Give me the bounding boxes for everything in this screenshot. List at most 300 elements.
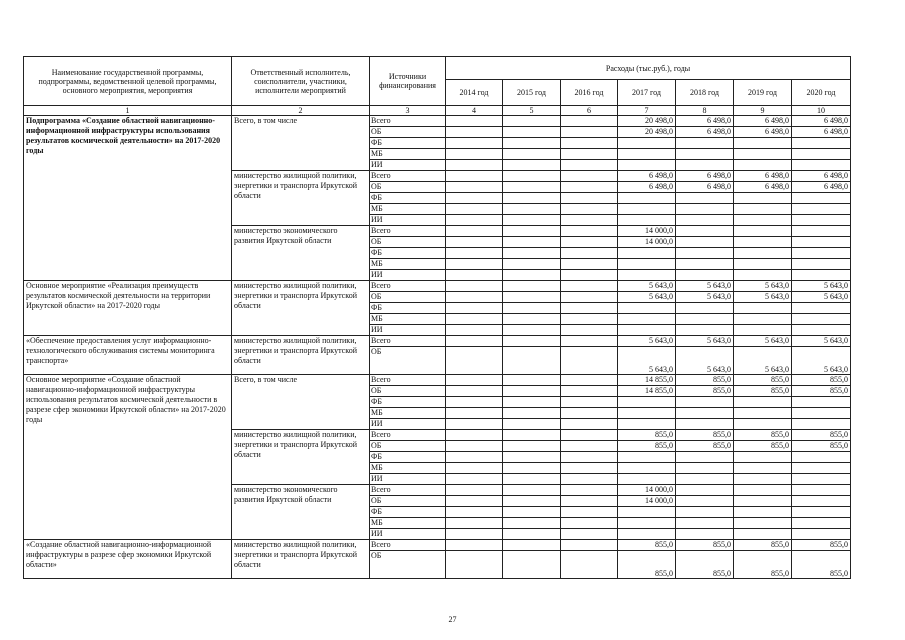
amount-cell: [561, 336, 618, 347]
funding-source: ОБ: [370, 441, 446, 452]
amount-cell: [446, 138, 503, 149]
amount-cell: 6 498,0: [792, 127, 851, 138]
amount-cell: [618, 259, 676, 270]
funding-source: МБ: [370, 259, 446, 270]
amount-cell: [792, 452, 851, 463]
funding-source: ФБ: [370, 303, 446, 314]
column-number: 9: [734, 106, 792, 116]
activity-name: «Создание областной навигационно-информационной инфраструктуры в разрезе сфер экономики Иркутской области»: [24, 540, 232, 579]
table-row: [24, 116, 851, 127]
amount-cell: [561, 551, 618, 579]
amount-cell: 855,0: [734, 441, 792, 452]
amount-cell: [734, 452, 792, 463]
amount-cell: 20 498,0: [618, 116, 676, 127]
amount-cell: [446, 226, 503, 237]
column-number: 6: [561, 106, 618, 116]
amount-cell: [734, 226, 792, 237]
activity-name: Основное мероприятие «Создание областной навигационно-информационной инфраструктуры использования результатов космической деятельности в разрезе сфер экономики Иркутской области» на 2017-2020 годы: [24, 375, 232, 540]
amount-cell: [618, 529, 676, 540]
amount-cell: 5 643,0: [618, 336, 676, 347]
amount-cell: [446, 215, 503, 226]
amount-cell: [676, 237, 734, 248]
amount-cell: [503, 314, 561, 325]
amount-cell: [676, 314, 734, 325]
amount-cell: [734, 518, 792, 529]
amount-cell: 855,0: [792, 386, 851, 397]
funding-source: ИИ: [370, 474, 446, 485]
amount-cell: [561, 270, 618, 281]
amount-cell: [676, 474, 734, 485]
amount-cell: 6 498,0: [676, 116, 734, 127]
amount-cell: [446, 347, 503, 375]
activity-name: «Обеспечение предоставления услуг информационно-технологического обслуживания системы мониторинга транспорта»: [24, 336, 232, 375]
amount-cell: 5 643,0: [618, 292, 676, 303]
amount-cell: [503, 430, 561, 441]
year-header: 2020 год: [792, 80, 851, 106]
amount-cell: [446, 325, 503, 336]
amount-cell: [503, 303, 561, 314]
funding-source: МБ: [370, 149, 446, 160]
amount-cell: [503, 441, 561, 452]
amount-cell: 5 643,0: [676, 336, 734, 347]
amount-cell: [561, 408, 618, 419]
amount-cell: 855,0: [792, 551, 851, 579]
amount-cell: [561, 507, 618, 518]
amount-cell: [734, 248, 792, 259]
amount-cell: [561, 171, 618, 182]
amount-cell: [561, 375, 618, 386]
amount-cell: [446, 474, 503, 485]
amount-cell: [792, 485, 851, 496]
amount-cell: [561, 463, 618, 474]
amount-cell: [503, 182, 561, 193]
amount-cell: [446, 485, 503, 496]
amount-cell: [792, 397, 851, 408]
amount-cell: [446, 518, 503, 529]
amount-cell: [561, 485, 618, 496]
amount-cell: [446, 193, 503, 204]
amount-cell: 5 643,0: [734, 292, 792, 303]
amount-cell: 855,0: [618, 551, 676, 579]
amount-cell: [676, 529, 734, 540]
amount-cell: 855,0: [734, 551, 792, 579]
executor-name: министерство жилищной политики, энергетики и транспорта Иркутской области: [232, 336, 370, 375]
amount-cell: 6 498,0: [792, 171, 851, 182]
amount-cell: 20 498,0: [618, 127, 676, 138]
amount-cell: [503, 496, 561, 507]
amount-cell: 14 000,0: [618, 496, 676, 507]
funding-source: ФБ: [370, 397, 446, 408]
amount-cell: 855,0: [734, 375, 792, 386]
funding-source: ФБ: [370, 248, 446, 259]
amount-cell: [792, 160, 851, 171]
amount-cell: [446, 430, 503, 441]
amount-cell: [446, 496, 503, 507]
amount-cell: [734, 303, 792, 314]
amount-cell: [734, 408, 792, 419]
funding-source: Всего: [370, 226, 446, 237]
amount-cell: [446, 551, 503, 579]
amount-cell: [618, 408, 676, 419]
amount-cell: [676, 270, 734, 281]
column-number: 7: [618, 106, 676, 116]
funding-source: ОБ: [370, 551, 446, 579]
executor-name: министерство жилищной политики, энергетики и транспорта Иркутской области: [232, 540, 370, 579]
amount-cell: 6 498,0: [676, 127, 734, 138]
amount-cell: [792, 259, 851, 270]
amount-cell: [676, 496, 734, 507]
funding-source: ОБ: [370, 182, 446, 193]
amount-cell: [503, 386, 561, 397]
amount-cell: [561, 430, 618, 441]
amount-cell: 14 855,0: [618, 375, 676, 386]
amount-cell: [792, 408, 851, 419]
header-executor: Ответственный исполнитель, соисполнители, участники, исполнители мероприятий: [232, 57, 370, 106]
amount-cell: [446, 248, 503, 259]
amount-cell: [561, 303, 618, 314]
funding-source: ОБ: [370, 292, 446, 303]
header-source: Источники финансирования: [370, 57, 446, 106]
amount-cell: [618, 204, 676, 215]
amount-cell: [446, 171, 503, 182]
year-header: 2019 год: [734, 80, 792, 106]
amount-cell: [734, 507, 792, 518]
amount-cell: 5 643,0: [792, 281, 851, 292]
amount-cell: [618, 325, 676, 336]
executor-name: Всего, в том числе: [232, 116, 370, 171]
amount-cell: [561, 325, 618, 336]
amount-cell: [676, 193, 734, 204]
amount-cell: 855,0: [676, 540, 734, 551]
year-header: 2018 год: [676, 80, 734, 106]
amount-cell: [734, 160, 792, 171]
amount-cell: [446, 397, 503, 408]
amount-cell: [676, 204, 734, 215]
amount-cell: 14 000,0: [618, 237, 676, 248]
amount-cell: 6 498,0: [676, 171, 734, 182]
finance-table: [23, 56, 851, 579]
amount-cell: [561, 419, 618, 430]
amount-cell: [503, 397, 561, 408]
amount-cell: [792, 474, 851, 485]
amount-cell: [561, 160, 618, 171]
amount-cell: 5 643,0: [676, 281, 734, 292]
executor-name: министерство жилищной политики, энергетики и транспорта Иркутской области: [232, 281, 370, 336]
amount-cell: [676, 408, 734, 419]
amount-cell: [561, 314, 618, 325]
amount-cell: [792, 226, 851, 237]
amount-cell: 6 498,0: [734, 116, 792, 127]
amount-cell: [503, 452, 561, 463]
amount-cell: 5 643,0: [792, 336, 851, 347]
amount-cell: [561, 149, 618, 160]
amount-cell: [503, 325, 561, 336]
amount-cell: [561, 540, 618, 551]
executor-name: Всего, в том числе: [232, 375, 370, 430]
amount-cell: [446, 386, 503, 397]
amount-cell: [618, 193, 676, 204]
amount-cell: [618, 149, 676, 160]
column-number: 4: [446, 106, 503, 116]
amount-cell: 855,0: [792, 375, 851, 386]
amount-cell: 855,0: [792, 430, 851, 441]
amount-cell: [561, 397, 618, 408]
funding-source: Всего: [370, 375, 446, 386]
amount-cell: [618, 518, 676, 529]
amount-cell: [734, 485, 792, 496]
amount-cell: [792, 303, 851, 314]
amount-cell: [734, 397, 792, 408]
amount-cell: [561, 138, 618, 149]
funding-source: ИИ: [370, 215, 446, 226]
amount-cell: [618, 397, 676, 408]
amount-cell: [618, 419, 676, 430]
amount-cell: [446, 259, 503, 270]
amount-cell: [734, 496, 792, 507]
amount-cell: [503, 226, 561, 237]
amount-cell: [676, 419, 734, 430]
funding-source: ОБ: [370, 127, 446, 138]
amount-cell: [503, 419, 561, 430]
amount-cell: [792, 237, 851, 248]
amount-cell: [446, 303, 503, 314]
amount-cell: [503, 171, 561, 182]
amount-cell: [503, 292, 561, 303]
funding-source: Всего: [370, 336, 446, 347]
amount-cell: 5 643,0: [734, 347, 792, 375]
amount-cell: [618, 303, 676, 314]
amount-cell: [561, 127, 618, 138]
amount-cell: 5 643,0: [734, 281, 792, 292]
amount-cell: [676, 149, 734, 160]
amount-cell: [446, 507, 503, 518]
amount-cell: [446, 270, 503, 281]
amount-cell: 5 643,0: [676, 292, 734, 303]
amount-cell: [446, 529, 503, 540]
amount-cell: [503, 485, 561, 496]
amount-cell: [734, 419, 792, 430]
amount-cell: 855,0: [618, 441, 676, 452]
amount-cell: [676, 518, 734, 529]
amount-cell: [734, 138, 792, 149]
amount-cell: [734, 193, 792, 204]
amount-cell: [503, 127, 561, 138]
year-header: 2015 год: [503, 80, 561, 106]
amount-cell: 6 498,0: [792, 116, 851, 127]
amount-cell: [676, 259, 734, 270]
amount-cell: [676, 507, 734, 518]
funding-source: ФБ: [370, 193, 446, 204]
funding-source: ОБ: [370, 386, 446, 397]
amount-cell: [446, 540, 503, 551]
amount-cell: [503, 160, 561, 171]
amount-cell: 6 498,0: [618, 182, 676, 193]
amount-cell: [734, 237, 792, 248]
amount-cell: 855,0: [676, 441, 734, 452]
amount-cell: [734, 149, 792, 160]
amount-cell: [503, 463, 561, 474]
amount-cell: [561, 347, 618, 375]
amount-cell: [446, 237, 503, 248]
amount-cell: [446, 292, 503, 303]
amount-cell: 6 498,0: [734, 127, 792, 138]
funding-source: Всего: [370, 485, 446, 496]
amount-cell: [561, 116, 618, 127]
amount-cell: 5 643,0: [792, 292, 851, 303]
funding-source: ИИ: [370, 419, 446, 430]
amount-cell: [446, 419, 503, 430]
amount-cell: [503, 540, 561, 551]
amount-cell: [734, 474, 792, 485]
amount-cell: [446, 204, 503, 215]
amount-cell: 6 498,0: [734, 182, 792, 193]
funding-source: ОБ: [370, 347, 446, 375]
amount-cell: [734, 529, 792, 540]
amount-cell: [446, 160, 503, 171]
amount-cell: 14 000,0: [618, 226, 676, 237]
table-row: [24, 540, 851, 551]
amount-cell: 5 643,0: [792, 347, 851, 375]
amount-cell: [503, 248, 561, 259]
table-row: [24, 281, 851, 292]
executor-name: министерство жилищной политики, энергетики и транспорта Иркутской области: [232, 430, 370, 485]
funding-source: Всего: [370, 281, 446, 292]
funding-source: ФБ: [370, 507, 446, 518]
amount-cell: [561, 182, 618, 193]
amount-cell: [503, 204, 561, 215]
amount-cell: [676, 463, 734, 474]
amount-cell: [503, 215, 561, 226]
amount-cell: 5 643,0: [618, 347, 676, 375]
funding-source: Всего: [370, 540, 446, 551]
amount-cell: [618, 270, 676, 281]
amount-cell: [446, 375, 503, 386]
amount-cell: [734, 463, 792, 474]
amount-cell: [792, 529, 851, 540]
amount-cell: 6 498,0: [618, 171, 676, 182]
amount-cell: [676, 160, 734, 171]
amount-cell: [561, 204, 618, 215]
amount-cell: [618, 248, 676, 259]
amount-cell: [734, 259, 792, 270]
amount-cell: 855,0: [618, 540, 676, 551]
funding-source: МБ: [370, 463, 446, 474]
amount-cell: [561, 386, 618, 397]
amount-cell: [561, 193, 618, 204]
amount-cell: [676, 226, 734, 237]
amount-cell: 5 643,0: [618, 281, 676, 292]
amount-cell: 855,0: [734, 386, 792, 397]
amount-cell: [792, 314, 851, 325]
amount-cell: 14 000,0: [618, 485, 676, 496]
amount-cell: 855,0: [676, 375, 734, 386]
amount-cell: 855,0: [792, 441, 851, 452]
header-name: Наименование государственной программы, подпрограммы, ведомственной целевой программы, основного мероприятия, мероприятия: [24, 57, 232, 106]
amount-cell: [561, 215, 618, 226]
column-number: 3: [370, 106, 446, 116]
executor-name: министерство экономического развития Иркутской области: [232, 226, 370, 281]
amount-cell: [734, 204, 792, 215]
amount-cell: [618, 215, 676, 226]
amount-cell: [561, 474, 618, 485]
amount-cell: [792, 215, 851, 226]
table-row: [24, 336, 851, 347]
amount-cell: [792, 507, 851, 518]
amount-cell: [561, 281, 618, 292]
amount-cell: [446, 116, 503, 127]
column-number: 1: [24, 106, 232, 116]
amount-cell: [446, 281, 503, 292]
activity-name: Подпрограмма «Создание областной навигационно-информационной инфраструктуры использования результатов космической деятельности» на 2017-2020 годы: [24, 116, 232, 281]
finance-table-sheet: [23, 56, 850, 599]
funding-source: Всего: [370, 116, 446, 127]
amount-cell: [618, 463, 676, 474]
amount-cell: [503, 259, 561, 270]
amount-cell: [561, 226, 618, 237]
amount-cell: [503, 375, 561, 386]
funding-source: Всего: [370, 430, 446, 441]
amount-cell: [503, 518, 561, 529]
amount-cell: 855,0: [676, 430, 734, 441]
amount-cell: [503, 529, 561, 540]
amount-cell: [618, 314, 676, 325]
amount-cell: [792, 270, 851, 281]
executor-name: министерство жилищной политики, энергетики и транспорта Иркутской области: [232, 171, 370, 226]
amount-cell: [676, 215, 734, 226]
amount-cell: [503, 149, 561, 160]
page-number: 27: [448, 615, 457, 624]
amount-cell: 855,0: [734, 540, 792, 551]
activity-name: Основное мероприятие «Реализация преимуществ результатов космической деятельности на территории Иркутской области» на 2017-2020 годы: [24, 281, 232, 336]
amount-cell: 855,0: [676, 386, 734, 397]
amount-cell: [561, 248, 618, 259]
amount-cell: [561, 292, 618, 303]
amount-cell: [446, 127, 503, 138]
amount-cell: [676, 325, 734, 336]
amount-cell: [561, 441, 618, 452]
amount-cell: 6 498,0: [734, 171, 792, 182]
amount-cell: [792, 204, 851, 215]
amount-cell: [561, 237, 618, 248]
amount-cell: 855,0: [792, 540, 851, 551]
column-number: 10: [792, 106, 851, 116]
funding-source: ИИ: [370, 325, 446, 336]
amount-cell: [561, 518, 618, 529]
amount-cell: [446, 441, 503, 452]
amount-cell: [792, 496, 851, 507]
amount-cell: [503, 270, 561, 281]
amount-cell: 855,0: [618, 430, 676, 441]
table-body: [24, 57, 851, 579]
amount-cell: [561, 259, 618, 270]
funding-source: ИИ: [370, 270, 446, 281]
executor-name: министерство экономического развития Иркутской области: [232, 485, 370, 540]
amount-cell: [503, 507, 561, 518]
column-number: 8: [676, 106, 734, 116]
amount-cell: [676, 303, 734, 314]
year-header: 2017 год: [618, 80, 676, 106]
amount-cell: [792, 138, 851, 149]
amount-cell: [792, 149, 851, 160]
amount-cell: [792, 325, 851, 336]
table-row: [24, 375, 851, 386]
amount-cell: [792, 193, 851, 204]
amount-cell: [792, 463, 851, 474]
amount-cell: [734, 215, 792, 226]
amount-cell: [446, 182, 503, 193]
amount-cell: [446, 408, 503, 419]
funding-source: ИИ: [370, 160, 446, 171]
